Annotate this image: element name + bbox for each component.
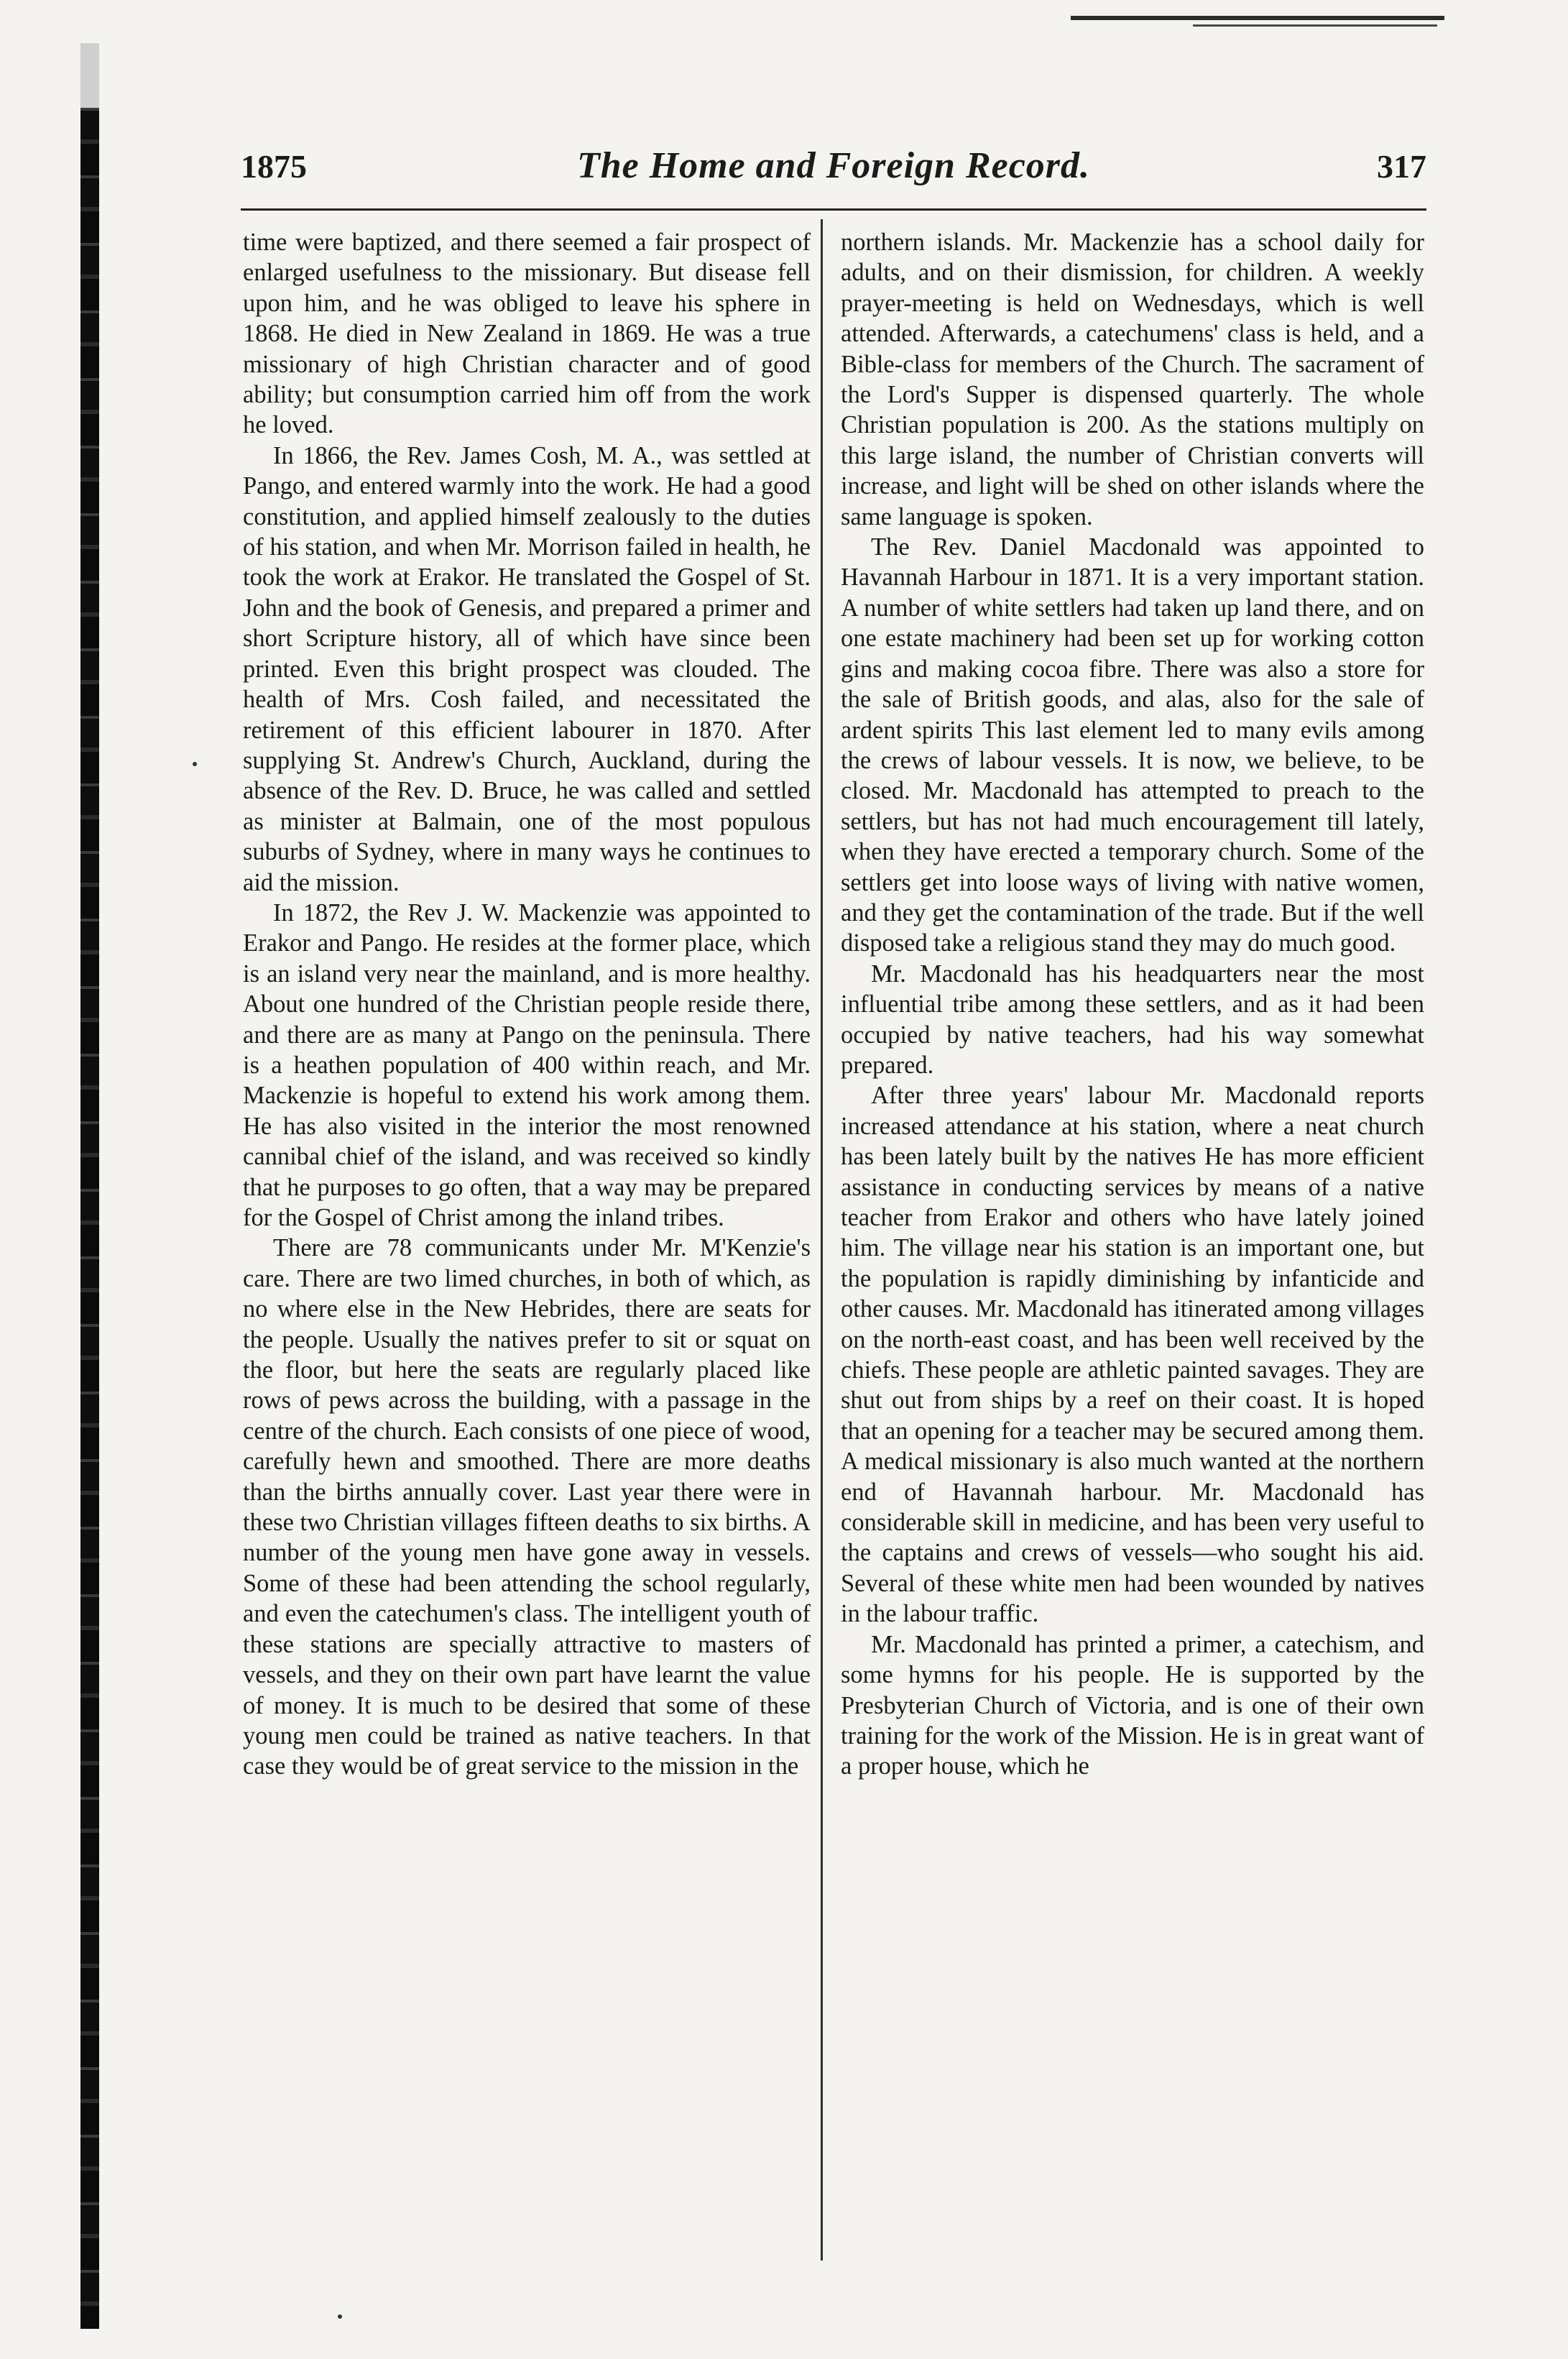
scan-binding-edge-top bbox=[80, 43, 99, 108]
column-divider bbox=[821, 219, 823, 2261]
paragraph: time were baptized, and there seemed a fair prospect of enlarged usefulness to the missionary. But disease fell upon him, and he was obliged to leave his sphere in 1868. He died in New Zealand in 1869. He was a true missionary of high Christian character and of good ability; but consumption carried him off from the work he loved. bbox=[243, 229, 811, 439]
top-ornament-rule-thin bbox=[1193, 24, 1437, 27]
paragraph: After three years' labour Mr. Macdonald reports increased attendance at his station, where a neat church has been lately built by the natives He has more efficient assistance in conducting services by means of a native teacher from Erakor and others who have lately joined him. The village near his station is an important one, but the population is rapidly diminishing by infanticide and other causes. Mr. Macdonald has itinerated among villages on the north-east coast, and has been well received by the chiefs. These people are athletic painted savages. They are shut out from ships by a reef on their coast. It is hoped that an opening for a teacher may be secured among them. A medical missionary is also much wanted at the northern end of Havannah harbour. Mr. Macdonald has considerable skill in medicine, and has been very useful to the captains and crews of vessels—who sought his aid. Several of these white men had been wounded by natives in the labour traffic. bbox=[841, 1082, 1424, 1628]
publication-title: The Home and Foreign Record. bbox=[576, 145, 1091, 186]
left-column bbox=[243, 227, 811, 2268]
top-ornament-rule bbox=[1071, 16, 1444, 20]
scan-binding-edge bbox=[80, 43, 99, 2329]
paragraph: In 1872, the Rev J. W. Mackenzie was appointed to Erakor and Pango. He resides at the former place, which is an island very near the mainland, and is more healthy. About one hundred of the Christian people reside there, and there are as many at Pango on the peninsula. There is a heathen population of 400 within reach, and Mr. Mackenzie is hopeful to extend his work among them. He has also visited in the interior the most renowned cannibal chief of the island, and was received so kindly that he purposes to go often, that a way may be prepared for the Gospel of Christ among the inland tribes. bbox=[243, 898, 811, 1231]
page-header bbox=[241, 147, 1426, 205]
paragraph: northern islands. Mr. Mackenzie has a school daily for adults, and on their dismission, for children. A weekly prayer-meeting is held on Wednesdays, which is well attended. Afterwards, a catechumens' class is held, and a Bible-class for members of the Church. The sacrament of the Lord's Supper is dispensed quarterly. The whole Christian population is 200. As the stations multiply on this large island, the number of Christian converts will increase, and light will be shed on other islands where the same language is spoken. bbox=[841, 229, 1424, 530]
page-number: 317 bbox=[1377, 148, 1426, 185]
scan-speck bbox=[193, 762, 197, 766]
right-column bbox=[841, 227, 1424, 2268]
scan-speck bbox=[338, 2314, 342, 2319]
paragraph: The Rev. Daniel Macdonald was appointed to Havannah Harbour in 1871. It is a very important station. A number of white settlers had taken up land there, and on one estate machinery had been set up for working cotton gins and making cocoa fibre. There was also a store for the sale of British goods, and alas, also for the sale of ardent spirits This last element led to many evils among the crews of labour vessels. It is now, we believe, to be closed. Mr. Macdonald has attempted to preach to the settlers, but has not had much encouragement till lately, when they have erected a temporary church. Some of the settlers get into loose ways of living with native women, and they get the contamination of the trade. But if the well disposed take a religious stand they may do much good. bbox=[841, 533, 1424, 957]
header-year: 1875 bbox=[241, 148, 307, 185]
paragraph: There are 78 communicants under Mr. M'Kenzie's care. There are two limed churches, in both of which, as no where else in the New Hebrides, there are seats for the people. Usually the natives prefer to sit or squat on the floor, but here the seats are regularly placed like rows of pews across the building, with a passage in the centre of the church. Each consists of one piece of wood, carefully hewn and smoothed. There are more deaths than the births annually cover. Last year there were in these two Christian villages fifteen deaths to six births. A number of the young men have gone away in vessels. Some of these had been attending the school regularly, and even the catechumen's class. The intelligent youth of these stations are specially attractive to masters of vessels, and they on their own part have learnt the value of money. It is much to be desired that some of these young men could be trained as native teachers. In that case they would be of great service to the mission in the bbox=[243, 1234, 811, 1780]
paragraph: Mr. Macdonald has his headquarters near the most influential tribe among these settlers, and as it had been occupied by native teachers, had his way somewhat prepared. bbox=[841, 960, 1424, 1079]
header-rule bbox=[241, 208, 1426, 211]
paragraph: Mr. Macdonald has printed a primer, a catechism, and some hymns for his people. He is supported by the Presbyterian Church of Victoria, and is one of their own training for the work of the Mission. He is in great want of a proper house, which he bbox=[841, 1630, 1424, 1780]
paragraph: In 1866, the Rev. James Cosh, M. A., was settled at Pango, and entered warmly into the work. He had a good constitution, and applied himself zealously to the duties of his station, and when Mr. Morrison failed in health, he took the work at Erakor. He translated the Gospel of St. John and the book of Genesis, and prepared a primer and short Scripture history, all of which have since been printed. Even this bright prospect was clouded. The health of Mrs. Cosh failed, and necessitated the retirement of this efficient labourer in 1870. After supplying St. Andrew's Church, Auckland, during the absence of the Rev. D. Bruce, he was called and settled as minister at Balmain, one of the most populous suburbs of Sydney, where in many ways he continues to aid the mission. bbox=[243, 441, 811, 896]
